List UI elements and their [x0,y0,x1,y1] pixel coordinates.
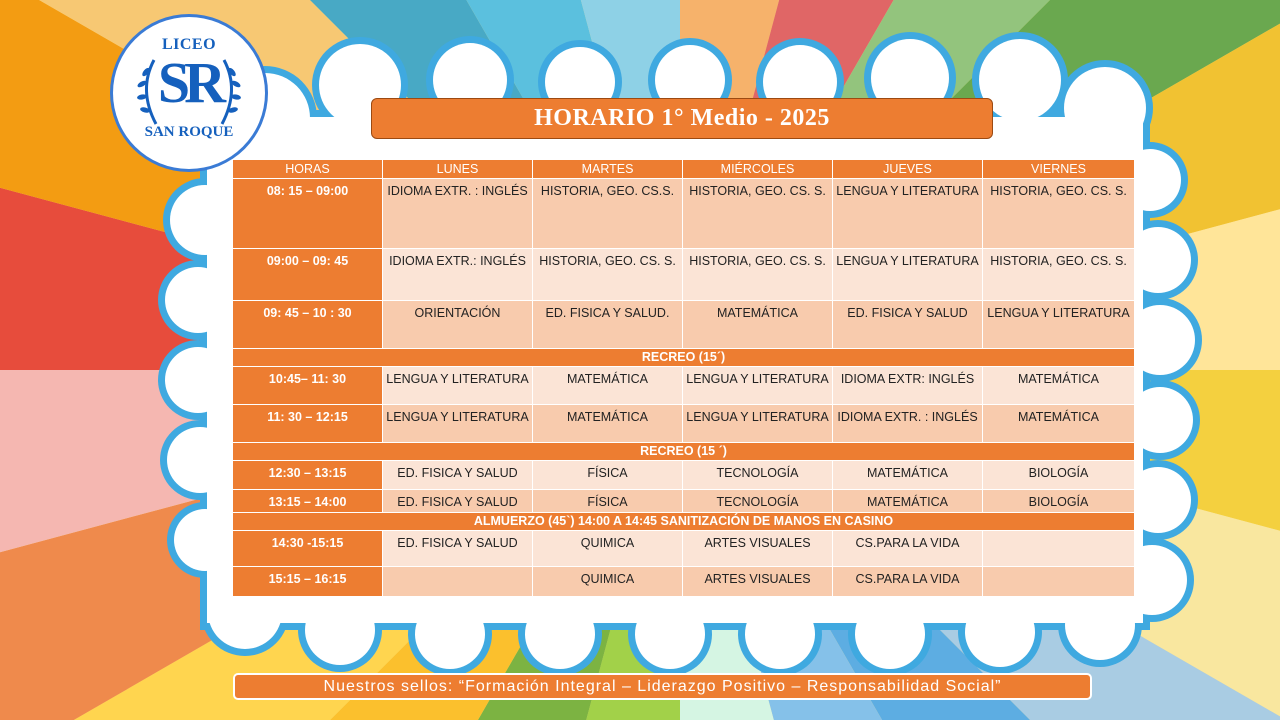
column-header: MARTES [533,160,683,179]
subject-cell: BIOLOGÍA [983,490,1135,513]
subject-cell: LENGUA Y LITERATURA [833,179,983,249]
logo-top-text: LICEO [161,36,217,53]
break-label: RECREO (15´) [233,349,1135,367]
subject-cell: QUIMICA [533,567,683,597]
subject-cell: IDIOMA EXTR: INGLÉS [833,367,983,405]
subject-cell: LENGUA Y LITERATURA [983,301,1135,349]
hour-cell: 12:30 – 13:15 [233,461,383,490]
table-row [233,179,1135,249]
hour-cell: 09:00 – 09: 45 [233,249,383,301]
subject-cell: QUIMICA [533,531,683,567]
subject-cell: MATEMÁTICA [683,301,833,349]
subject-cell: MATEMÁTICA [983,405,1135,443]
table-header-row [233,160,1135,179]
column-header: LUNES [383,160,533,179]
subject-cell: CS.PARA LA VIDA [833,567,983,597]
subject-cell: ARTES VISUALES [683,567,833,597]
subject-cell: MATEMÁTICA [833,490,983,513]
logo-monogram: SR [157,50,221,115]
table-row [233,461,1135,490]
logo-bottom-text: SAN ROQUE [144,124,234,140]
subject-cell: CS.PARA LA VIDA [833,531,983,567]
subject-cell: HISTORIA, GEO. CS. S. [683,249,833,301]
subject-cell: MATEMÁTICA [833,461,983,490]
hour-cell: 09: 45 – 10 : 30 [233,301,383,349]
subject-cell [983,531,1135,567]
subject-cell: HISTORIA, GEO. CS. S. [533,249,683,301]
subject-cell [383,567,533,597]
hour-cell: 11: 30 – 12:15 [233,405,383,443]
subject-cell: FÍSICA [533,490,683,513]
hour-cell: 14:30 -15:15 [233,531,383,567]
table-row [233,405,1135,443]
subject-cell: IDIOMA EXTR. : INGLÉS [833,405,983,443]
subject-cell: FÍSICA [533,461,683,490]
subject-cell: MATEMÁTICA [533,405,683,443]
column-header: VIERNES [983,160,1135,179]
table-row [233,301,1135,349]
column-header: HORAS [233,160,383,179]
hour-cell: 13:15 – 14:00 [233,490,383,513]
subject-cell: ORIENTACIÓN [383,301,533,349]
break-row [233,443,1135,461]
subject-cell: ED. FISICA Y SALUD. [533,301,683,349]
subject-cell: LENGUA Y LITERATURA [683,367,833,405]
subject-cell: ED. FISICA Y SALUD [383,531,533,567]
subject-cell: HISTORIA, GEO. CS. S. [983,249,1135,301]
subject-cell: MATEMÁTICA [983,367,1135,405]
break-label: ALMUERZO (45`) 14:00 A 14:45 SANITIZACIÓN DE MANOS EN CASINO [233,513,1135,531]
subject-cell [983,567,1135,597]
hour-cell: 15:15 – 16:15 [233,567,383,597]
subject-cell: ED. FISICA Y SALUD [383,490,533,513]
subject-cell: TECNOLOGÍA [683,461,833,490]
table-row [233,490,1135,513]
column-header: JUEVES [833,160,983,179]
schedule-table [232,159,1135,597]
subject-cell: HISTORIA, GEO. CS.S. [533,179,683,249]
page-title: HORARIO 1° Medio - 2025 [371,98,993,139]
hour-cell: 08: 15 – 09:00 [233,179,383,249]
subject-cell: IDIOMA EXTR.: INGLÉS [383,249,533,301]
table-row [233,367,1135,405]
subject-cell: BIOLOGÍA [983,461,1135,490]
school-logo [116,20,262,166]
subject-cell: LENGUA Y LITERATURA [383,367,533,405]
subject-cell: LENGUA Y LITERATURA [833,249,983,301]
footer-banner: Nuestros sellos: “Formación Integral – Liderazgo Positivo – Responsabilidad Social” [233,673,1092,700]
subject-cell: ED. FISICA Y SALUD [833,301,983,349]
break-label: RECREO (15 ´) [233,443,1135,461]
table-row [233,249,1135,301]
break-row [233,349,1135,367]
subject-cell: LENGUA Y LITERATURA [383,405,533,443]
subject-cell: LENGUA Y LITERATURA [683,405,833,443]
subject-cell: HISTORIA, GEO. CS. S. [983,179,1135,249]
subject-cell: MATEMÁTICA [533,367,683,405]
subject-cell: IDIOMA EXTR. : INGLÉS [383,179,533,249]
table-row [233,531,1135,567]
break-row [233,513,1135,531]
subject-cell: ARTES VISUALES [683,531,833,567]
subject-cell: ED. FISICA Y SALUD [383,461,533,490]
subject-cell: TECNOLOGÍA [683,490,833,513]
hour-cell: 10:45– 11: 30 [233,367,383,405]
table-row [233,567,1135,597]
subject-cell: HISTORIA, GEO. CS. S. [683,179,833,249]
column-header: MIÉRCOLES [683,160,833,179]
